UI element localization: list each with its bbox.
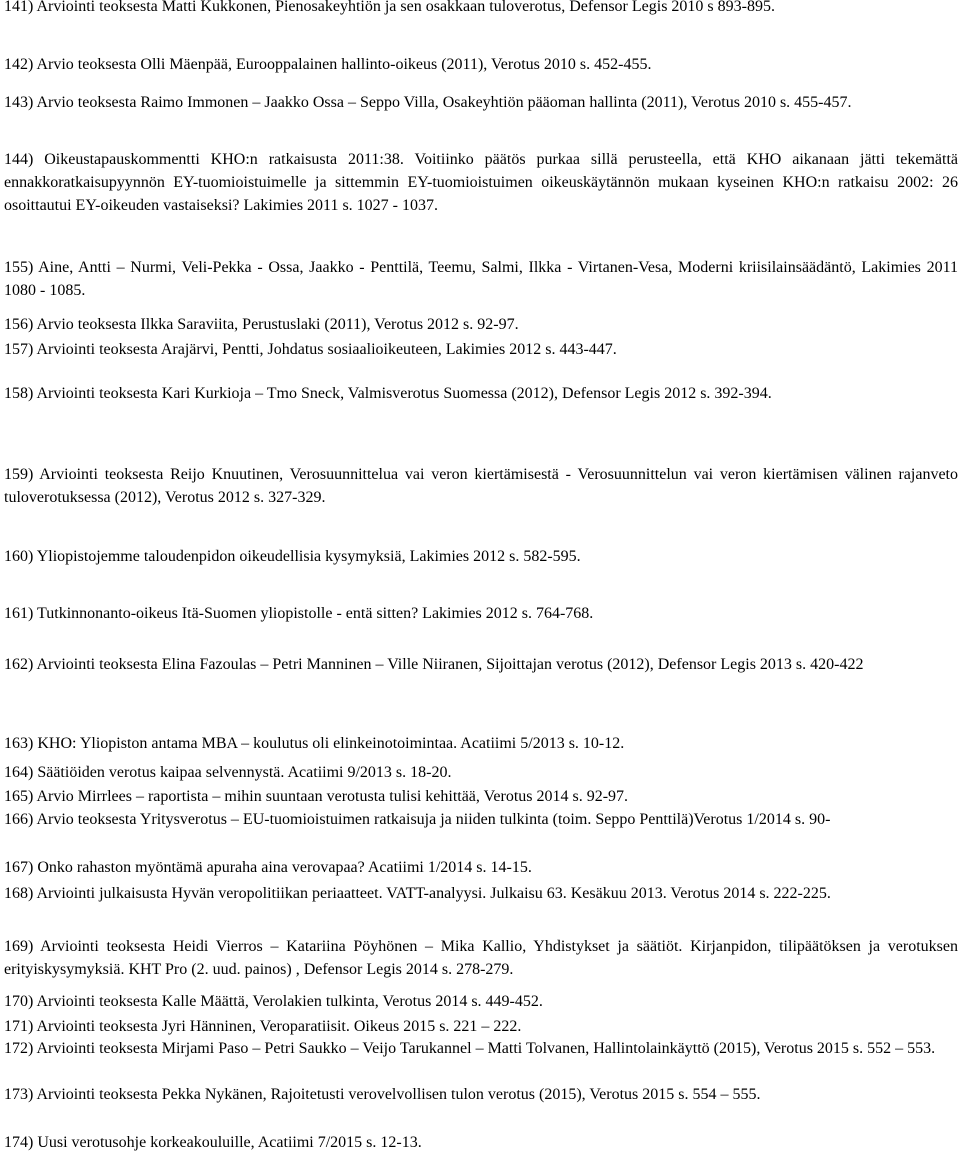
reference-entry-159: 159) Arviointi teoksesta Reijo Knuutinen, Verosuunnittelua vai veron kiertämisestä - Verosuunnittelun vai veron kiertämisen välinen rajanveto tuloverotuksessa (2012), Verotus 2012 s. 327-329. — [4, 466, 958, 506]
reference-entry-141: 141) Arviointi teoksesta Matti Kukkonen, Pienosakeyhtiön ja sen osakkaan tuloverotus, Defensor Legis 2010 s 893-895. — [4, 0, 775, 15]
reference-entry-165: 165) Arvio Mirrlees – raportista – mihin suuntaan verotusta tulisi kehittää, Verotus 2014 s. 92-97. — [4, 788, 629, 805]
reference-entry-155: 155) Aine, Antti – Nurmi, Veli-Pekka - Ossa, Jaakko - Penttilä, Teemu, Salmi, Ilkka - Virtanen-Vesa, Moderni kriisilainsäädäntö, Lakimies 2011 1080 - 1085. — [4, 259, 958, 299]
reference-entry-163: 163) KHO: Yliopiston antama MBA – koulutus oli elinkeinotoimintaa. Acatiimi 5/2013 s. 10-12. — [4, 735, 625, 752]
reference-entry-169: 169) Arviointi teoksesta Heidi Vierros – Katariina Pöyhönen – Mika Kallio, Yhdistykset ja säätiöt. Kirjanpidon, tilipäätöksen ja verotuksen erityiskysymyksiä. KHT Pro (2. uud. painos) , Defensor Legis 2014 s. 278-279. — [4, 938, 958, 978]
reference-entry-158: 158) Arviointi teoksesta Kari Kurkioja – Tmo Sneck, Valmisverotus Suomessa (2012), Defensor Legis 2012 s. 392-394. — [4, 385, 772, 402]
reference-entry-171: 171) Arviointi teoksesta Jyri Hänninen, Veroparatiisit. Oikeus 2015 s. 221 – 222. — [4, 1018, 522, 1035]
reference-entry-161: 161) Tutkinnonanto-oikeus Itä-Suomen yliopistolle - entä sitten? Lakimies 2012 s. 764-768. — [4, 605, 594, 622]
reference-entry-157: 157) Arviointi teoksesta Arajärvi, Pentti, Johdatus sosiaalioikeuteen, Lakimies 2012 s. 443-447. — [4, 341, 617, 358]
reference-entry-160: 160) Yliopistojemme taloudenpidon oikeudellisia kysymyksiä, Lakimies 2012 s. 582-595. — [4, 548, 581, 565]
reference-entry-170: 170) Arviointi teoksesta Kalle Määttä, Verolakien tulkinta, Verotus 2014 s. 449-452. — [4, 993, 543, 1010]
reference-entry-168: 168) Arviointi julkaisusta Hyvän veropolitiikan periaatteet. VATT-analyysi. Julkaisu 63. Kesäkuu 2013. Verotus 2014 s. 222-225. — [4, 885, 831, 902]
reference-entry-164: 164) Säätiöiden verotus kaipaa selvennystä. Acatiimi 9/2013 s. 18-20. — [4, 764, 452, 781]
reference-entry-143: 143) Arvio teoksesta Raimo Immonen – Jaakko Ossa – Seppo Villa, Osakeyhtiön pääoman hallinta (2011), Verotus 2010 s. 455-457. — [4, 94, 852, 111]
reference-entry-172: 172) Arviointi teoksesta Mirjami Paso – Petri Saukko – Veijo Tarukannel – Matti Tolvanen, Hallintolainkäyttö (2015), Verotus 2015 s. 552 – 553. — [4, 1040, 936, 1057]
reference-entry-174: 174) Uusi verotusohje korkeakouluille, Acatiimi 7/2015 s. 12-13. — [4, 1134, 422, 1151]
reference-entry-156: 156) Arvio teoksesta Ilkka Saraviita, Perustuslaki (2011), Verotus 2012 s. 92-97. — [4, 316, 519, 333]
reference-entry-167: 167) Onko rahaston myöntämä apuraha aina verovapaa? Acatiimi 1/2014 s. 14-15. — [4, 859, 532, 876]
reference-entry-166: 166) Arvio teoksesta Yritysverotus – EU-tuomioistuimen ratkaisuja ja niiden tulkinta (toim. Seppo Penttilä)Verotus 1/2014 s. 90- — [4, 811, 831, 828]
reference-entry-173: 173) Arviointi teoksesta Pekka Nykänen, Rajoitetusti verovelvollisen tulon verotus (2015), Verotus 2015 s. 554 – 555. — [4, 1086, 761, 1103]
reference-entry-142: 142) Arvio teoksesta Olli Mäenpää, Eurooppalainen hallinto-oikeus (2011), Verotus 2010 s. 452-455. — [4, 56, 652, 73]
reference-entry-162: 162) Arviointi teoksesta Elina Fazoulas – Petri Manninen – Ville Niiranen, Sijoittajan verotus (2012), Defensor Legis 2013 s. 420-422 — [4, 656, 864, 673]
reference-entry-144: 144) Oikeustapauskommentti KHO:n ratkaisusta 2011:38. Voitiinko päätös purkaa sillä perusteella, että KHO aikanaan jätti tekemättä ennakkoratkaisupyynnön EY-tuomioistuimelle ja sittemmin EY-tuomioistuimen oikeuskäytännön mukaan kyseinen KHO:n ratkaisu 2002: 26 osoittautui EY-oikeuden vastaiseksi? Lakimies 2011 s. 1027 - 1037. — [4, 151, 958, 214]
